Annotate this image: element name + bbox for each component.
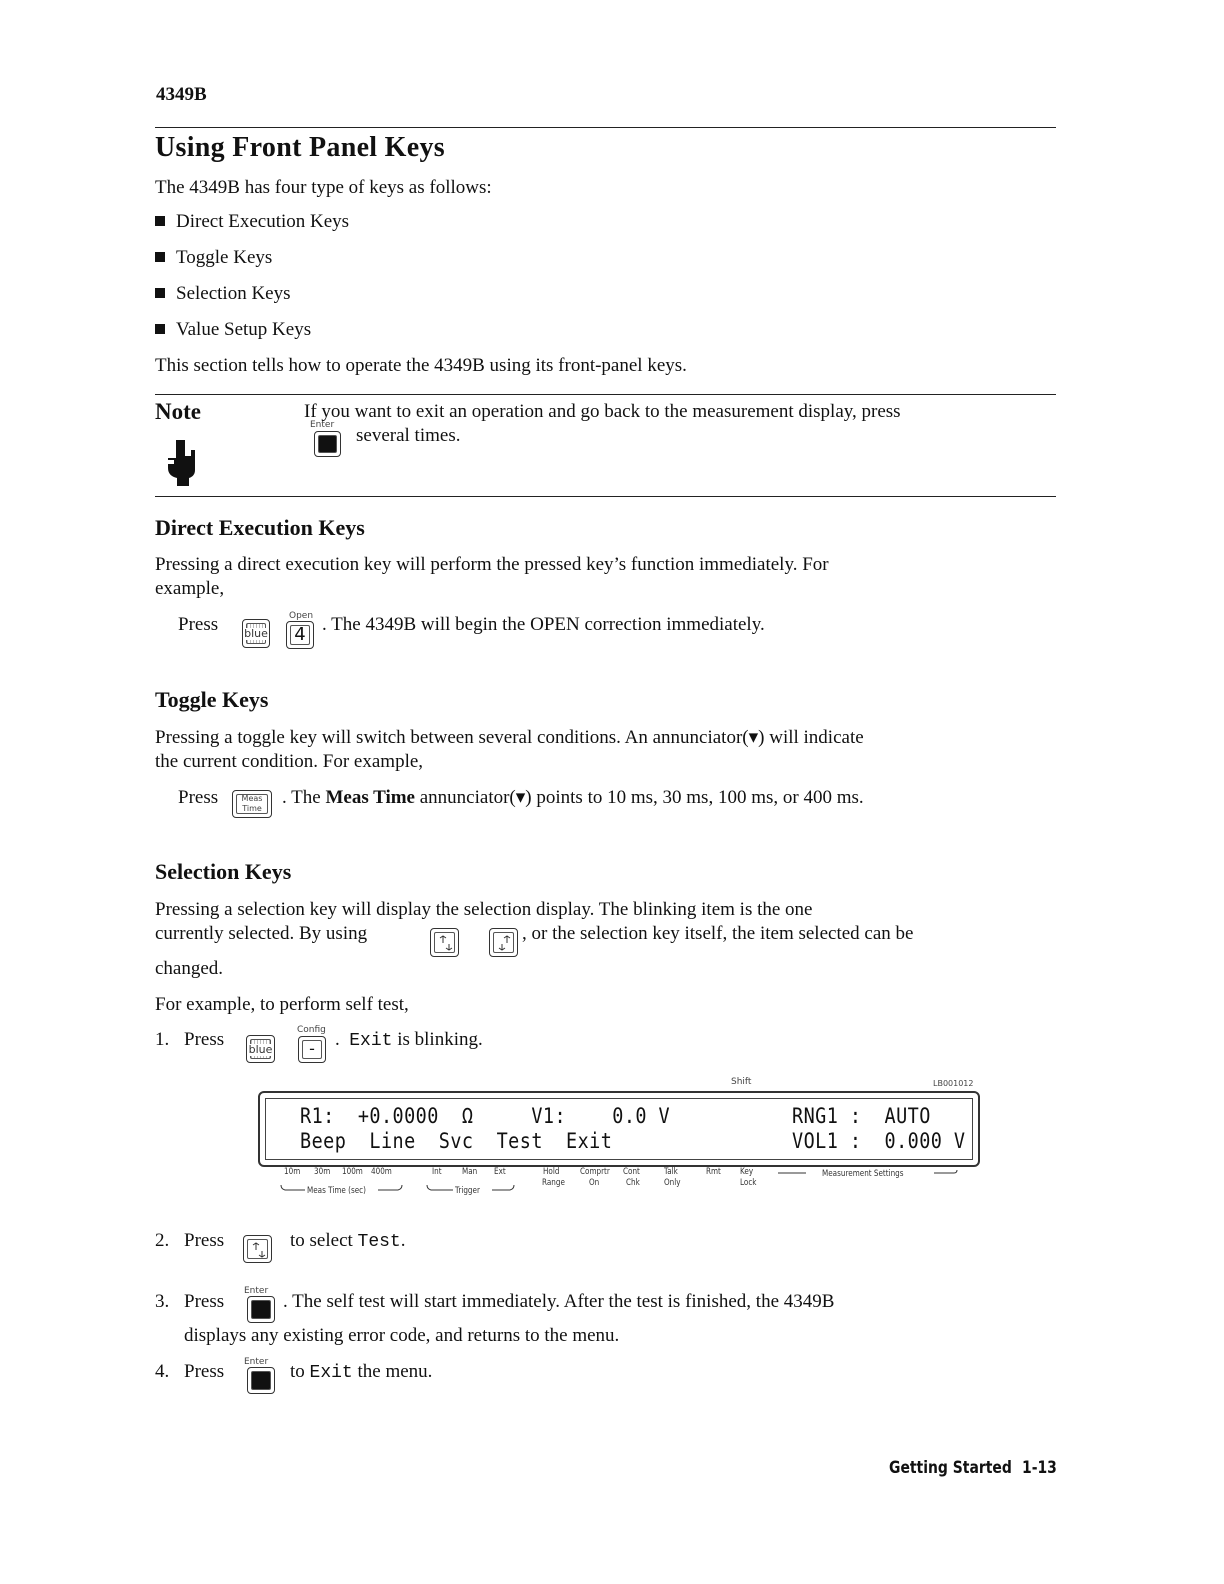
footer-section: Getting Started [889,1458,1012,1478]
lcd-row1-left: R1: +0.0000 Ω V1: 0.0 V [300,1104,671,1128]
annunciator: Talk [664,1167,678,1177]
intro-text: The 4349B has four type of keys as follows: [155,177,492,198]
step4-text: to Exit the menu. [290,1361,433,1383]
annunciator: Man [462,1167,478,1177]
press-label: Press [178,614,219,635]
arrow-right-icon [496,935,513,952]
annunciator: Comprtr [580,1167,610,1177]
press-label: Press [184,1361,225,1382]
annunciator: Chk [626,1178,640,1188]
annunciator: 30m [314,1167,331,1177]
header-rule [155,127,1056,128]
toggle-result-text: . The Meas Time annunciator(▾) points to 10 ms, 30 ms, 100 ms, or 400 ms. [282,787,864,808]
annunciator: Hold [543,1167,560,1177]
selection-para-line2-post: , or the selection key itself, the item selected can be [522,923,914,944]
annunciator: Lock [740,1178,757,1188]
enter-key-label: Enter [244,1357,269,1367]
bullet-item: Selection Keys [155,283,291,305]
selection-keys-heading: Selection Keys [155,859,292,884]
annunciator: 400m [371,1167,392,1177]
settings-group-label: Measurement Settings [822,1169,904,1179]
lcd-display [258,1091,980,1167]
section-title: Using Front Panel Keys [155,132,445,163]
annunciator: 100m [342,1167,363,1177]
shift-label: Shift [731,1077,752,1087]
step2-text: to select Test. [290,1230,406,1252]
bullet-item: Direct Execution Keys [155,211,349,233]
enter-key-label: Enter [310,420,335,430]
meas-time-group-label: Meas Time (sec) [307,1186,366,1196]
enter-key[interactable] [314,431,341,457]
step3-text-line2: displays any existing error code, and returns to the menu. [184,1325,620,1346]
direct-execution-heading: Direct Execution Keys [155,515,365,540]
enter-key[interactable] [247,1367,275,1394]
annunciator: Only [664,1178,681,1188]
note-label: Note [155,399,201,424]
toggle-para-line2: the current condition. For example, [155,751,424,772]
open-key-label: Open [289,611,314,621]
step1-text: . Exit is blinking. [335,1029,483,1051]
selection-para-line3: changed. [155,958,224,979]
blue-key[interactable]: blue [242,619,270,648]
note-bottom-rule [155,496,1056,497]
selection-para-line1: Pressing a selection key will display the selection display. The blinking item is the one [155,899,813,920]
annunciator: Int [432,1167,442,1177]
note-text-line2: several times. [356,425,461,446]
bullet-item: Value Setup Keys [155,319,311,341]
step-number: 4. [155,1361,170,1382]
bullet-square-icon [155,288,165,298]
step-number: 3. [155,1291,170,1312]
annunciator: On [589,1178,600,1188]
trigger-group-label: Trigger [455,1186,480,1196]
selection-para-line2-pre: currently selected. By using [155,923,368,944]
direct-para-line1: Pressing a direct execution key will perform the pressed key’s function immediately. For [155,554,829,575]
summary-text: This section tells how to operate the 4349B using its front-panel keys. [155,355,687,376]
annunciator: Ext [494,1167,506,1177]
arrow-left-icon [437,935,454,952]
toggle-keys-heading: Toggle Keys [155,687,269,712]
bullet-square-icon [155,216,165,226]
annunciator: Cont [623,1167,640,1177]
lcd-row2-left: Beep Line Svc Test Exit [300,1129,613,1153]
blue-key[interactable]: blue [246,1035,275,1063]
step-number: 1. [155,1029,170,1050]
arrow-left-icon [250,1242,267,1259]
cursor-left-key[interactable] [243,1235,272,1263]
note-top-rule [155,394,1056,395]
example-text: For example, to perform self test, [155,994,409,1015]
number-4-key[interactable]: 4 [286,621,314,649]
bullet-square-icon [155,252,165,262]
config-minus-key[interactable]: - [298,1036,326,1063]
annunciator: 10m [284,1167,301,1177]
bullet-item: Toggle Keys [155,247,272,269]
pointing-hand-icon [162,438,202,488]
step-number: 2. [155,1230,170,1251]
lcd-row1-right: RNG1 : AUTO [792,1104,931,1128]
press-label: Press [184,1291,225,1312]
cursor-right-key[interactable] [489,928,518,957]
press-label: Press [184,1029,225,1050]
enter-key-label: Enter [244,1286,269,1296]
press-label: Press [184,1230,225,1251]
annunciator: Rmt [706,1167,721,1177]
annunciator: Key [740,1167,754,1177]
direct-para-line2: example, [155,578,225,599]
bullet-square-icon [155,324,165,334]
note-text-line1: If you want to exit an operation and go back to the measurement display, press [304,401,901,422]
meas-time-key[interactable]: Meas Time [232,790,272,818]
annunciator: Range [542,1178,565,1188]
press-label: Press [178,787,219,808]
page-header-model: 4349B [156,84,207,105]
direct-result-text: . The 4349B will begin the OPEN correction immediately. [322,614,765,635]
step3-text: . The self test will start immediately. After the test is finished, the 4349B [283,1291,835,1312]
cursor-left-key[interactable] [430,928,459,957]
toggle-para-line1: Pressing a toggle key will switch between several conditions. An annunciator(▾) will indicate [155,727,864,748]
lcd-row2-right: VOL1 : 0.000 V [792,1129,966,1153]
config-key-label: Config [297,1025,326,1035]
enter-key[interactable] [247,1296,275,1323]
figure-id: LB001012 [933,1079,974,1088]
footer-page-number: 1-13 [1022,1458,1057,1478]
